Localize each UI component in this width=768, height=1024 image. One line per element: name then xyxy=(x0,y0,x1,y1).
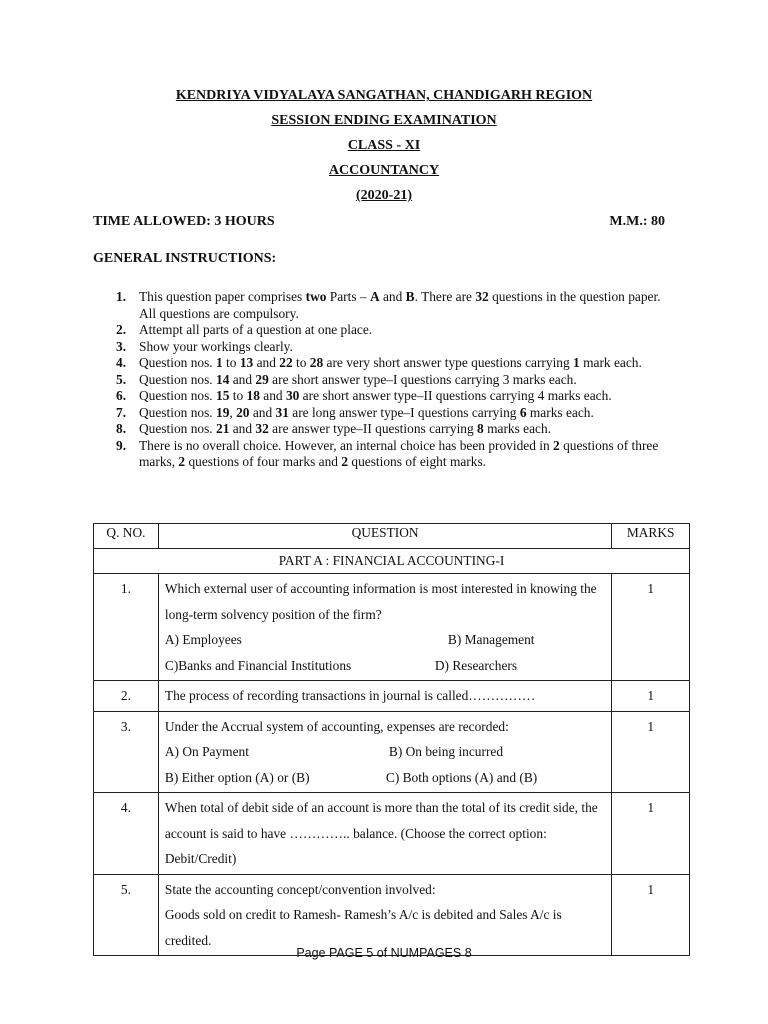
table-row xyxy=(94,681,690,712)
header-region: KENDRIYA VIDYALAYA SANGATHAN, CHANDIGARH REGION xyxy=(175,88,593,103)
instruction-item: 7. Question nos. 19, 20 and 31 are long answer type–I questions carrying 6 marks each. xyxy=(116,404,594,420)
instruction-item: 6. Question nos. 15 to 18 and 30 are short answer type–II questions carrying 4 marks each. xyxy=(116,388,612,403)
header-class: CLASS - XI xyxy=(347,138,421,153)
question-text: The process of recording transactions in journal is called…………… xyxy=(158,681,611,712)
question-marks: 1 xyxy=(612,793,690,875)
instructions-title: GENERAL INSTRUCTIONS: xyxy=(93,251,277,266)
instruction-item: 9. There is no overall choice. However, an internal choice has been provided in 2 questions of three marks, 2 questions of four marks and 2 questions of eight marks. xyxy=(116,437,659,469)
table-header-row xyxy=(94,524,690,549)
header-exam: SESSION ENDING EXAMINATION xyxy=(271,113,497,128)
page-footer: Page PAGE 5 of NUMPAGES 8 xyxy=(296,946,472,960)
instructions-list xyxy=(112,289,672,471)
part-a-row xyxy=(94,549,690,574)
question-number: 2. xyxy=(94,681,159,712)
question-marks: 1 xyxy=(612,574,690,681)
time-allowed: TIME ALLOWED: 3 HOURS xyxy=(93,214,275,229)
header-session: (2020-21) xyxy=(356,188,412,203)
question-number: 1. xyxy=(94,574,159,681)
instruction-item: 3. Show your workings clearly. xyxy=(116,338,293,354)
question-number: 4. xyxy=(94,793,159,875)
questions-table xyxy=(93,523,690,956)
table-row xyxy=(94,574,690,681)
question-text: Which external user of accounting information is most interested in knowing the long-term solvency position of the firm? A) Employees B) Management C)Banks and Financial Institutions D) Researchers xyxy=(158,574,611,681)
max-marks: M.M.: 80 xyxy=(609,214,665,229)
table-row xyxy=(94,711,690,793)
instruction-item: 4. Question nos. 1 to 13 and 22 to 28 are very short answer type questions carrying 1 mark each. xyxy=(116,355,642,370)
table-row xyxy=(94,874,690,956)
question-number: 5. xyxy=(94,874,159,956)
question-marks: 1 xyxy=(612,711,690,793)
question-marks: 1 xyxy=(612,874,690,956)
header-marks: MARKS xyxy=(612,524,690,549)
instruction-item: 1. This question paper comprises two Parts – A and B. There are 32 questions in the question paper. All questions are compulsory. xyxy=(116,289,661,321)
question-text: When total of debit side of an account is more than the total of its credit side, the account is said to have ………….. balance. (Choose the correct option: Debit/Credit) xyxy=(158,793,611,875)
instruction-item: 8. Question nos. 21 and 32 are answer type–II questions carrying 8 marks each. xyxy=(116,421,552,436)
question-marks: 1 xyxy=(612,681,690,712)
table-row xyxy=(94,793,690,875)
question-number: 3. xyxy=(94,711,159,793)
instruction-item: 2. Attempt all parts of a question at one place. xyxy=(116,322,373,337)
question-text: Under the Accrual system of accounting, expenses are recorded: A) On Payment B) On being incurred B) Either option (A) or (B) C) Both options (A) and (B) xyxy=(158,711,611,793)
part-a-title: PART A : FINANCIAL ACCOUNTING-I xyxy=(94,549,690,574)
header-question: QUESTION xyxy=(158,524,611,549)
header-subject: ACCOUNTANCY xyxy=(328,163,440,178)
question-text: State the accounting concept/convention involved: Goods sold on credit to Ramesh- Ramesh’s A/c is debited and Sales A/c is credited. xyxy=(158,874,611,956)
instruction-item: 5. Question nos. 14 and 29 are short answer type–I questions carrying 3 marks each. xyxy=(116,371,577,387)
time-marks-row xyxy=(93,214,665,230)
header-qno: Q. NO. xyxy=(94,524,159,549)
